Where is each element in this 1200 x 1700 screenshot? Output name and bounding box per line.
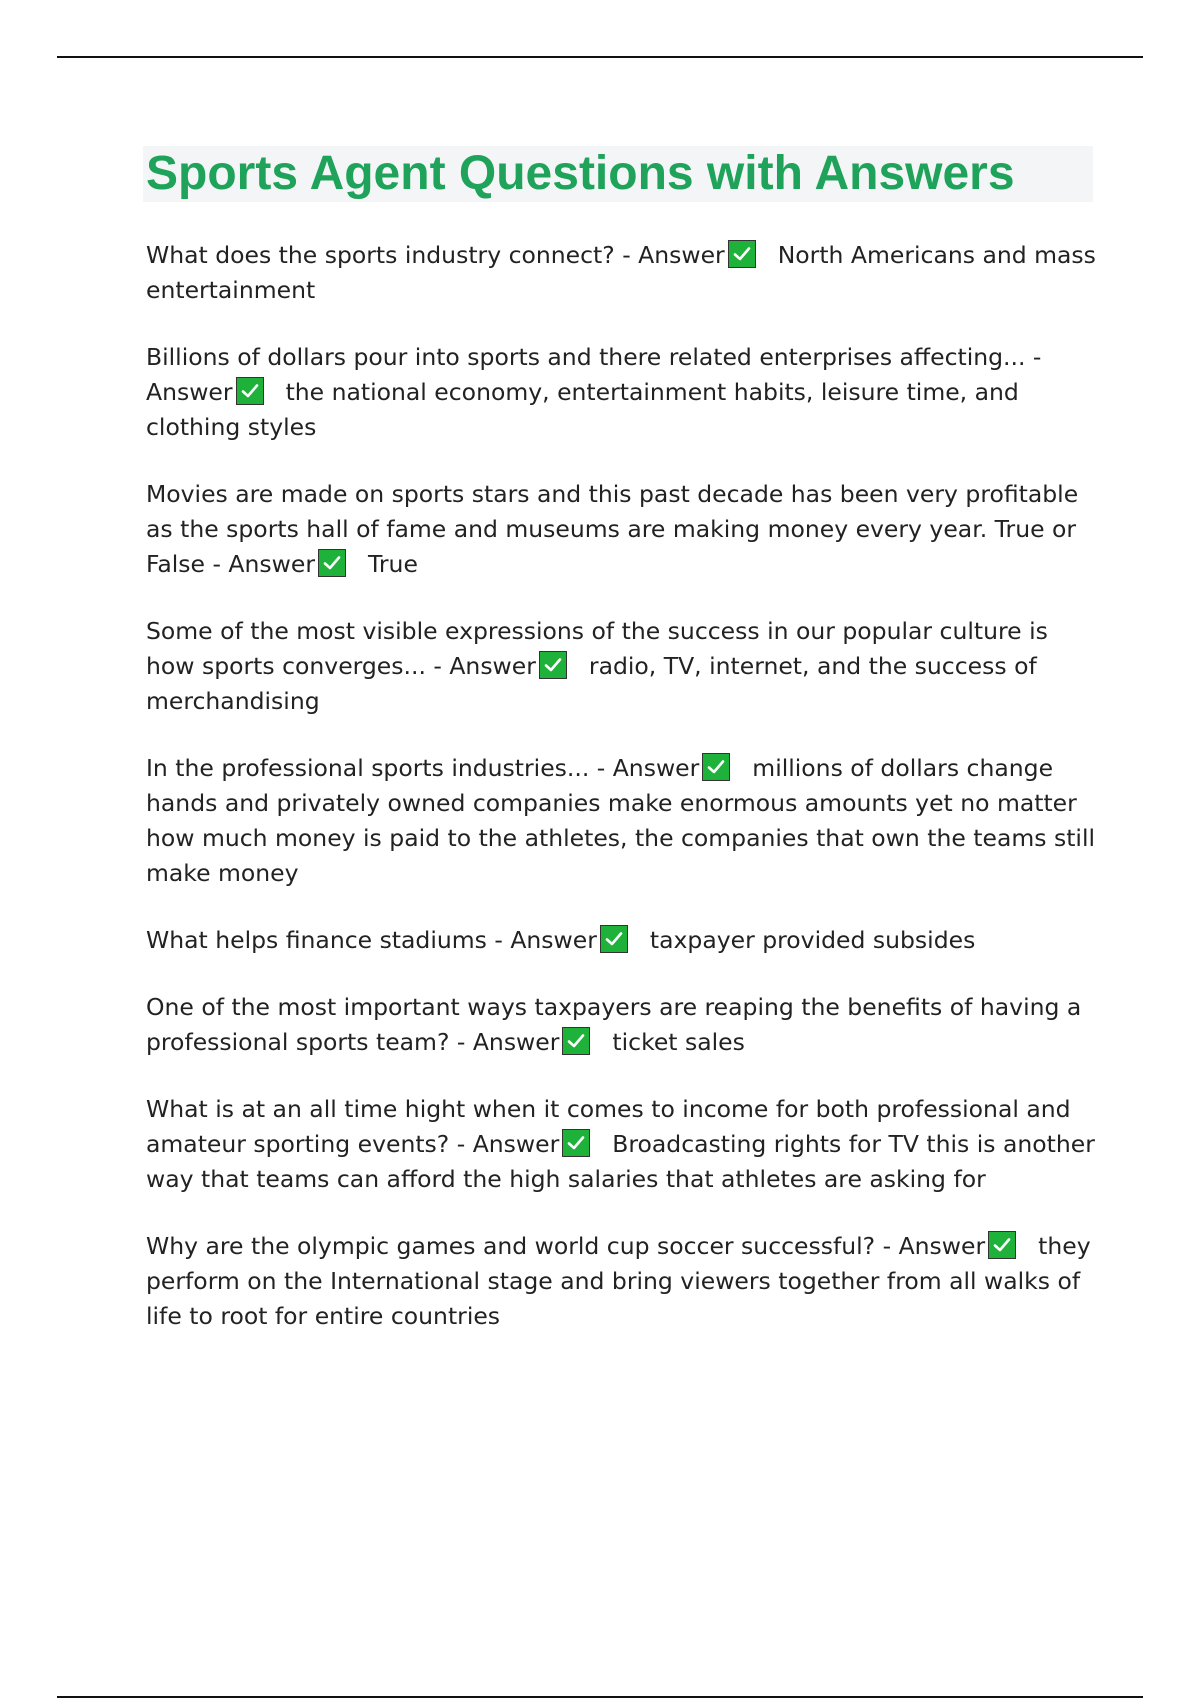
qa-item bbox=[146, 923, 1096, 958]
check-mark-icon bbox=[988, 1231, 1016, 1259]
qa-item bbox=[146, 614, 1096, 719]
question-text: Some of the most visible expressions of the success in our popular culture is how sports converges... - bbox=[146, 617, 1048, 680]
answer-text: they perform on the International stage and bring viewers together from all walks of life to root for entire countries bbox=[146, 1232, 1091, 1330]
answer-label: Answer bbox=[472, 1028, 560, 1056]
answer-text: radio, TV, internet, and the success of merchandising bbox=[146, 652, 1037, 715]
check-mark-icon bbox=[562, 1027, 590, 1055]
question-text: Movies are made on sports stars and this past decade has been very profitable as the sports hall of fame and museums are making money every year. True or False - bbox=[146, 480, 1079, 578]
answer-label: Answer bbox=[228, 550, 315, 578]
qa-item bbox=[146, 238, 1096, 308]
question-text: What is at an all time hight when it comes to income for both professional and amateur sporting events? - bbox=[146, 1095, 1071, 1158]
answer-text: True bbox=[367, 550, 418, 578]
question-text: What does the sports industry connect? - bbox=[146, 241, 639, 269]
qa-item bbox=[146, 1092, 1096, 1197]
qa-item bbox=[146, 990, 1096, 1060]
qa-item bbox=[146, 1229, 1096, 1334]
answer-label: Answer bbox=[472, 1130, 560, 1158]
check-mark-icon bbox=[600, 925, 628, 953]
answer-text: the national economy, entertainment habits, leisure time, and clothing styles bbox=[146, 378, 1019, 441]
check-mark-icon bbox=[562, 1129, 590, 1157]
question-text: Billions of dollars pour into sports and there related enterprises affecting... - bbox=[146, 343, 1042, 371]
answer-label: Answer bbox=[146, 378, 233, 406]
answer-label: Answer bbox=[612, 754, 700, 782]
answer-text: taxpayer provided subsides bbox=[649, 926, 976, 954]
answer-label: Answer bbox=[510, 926, 597, 954]
question-text: One of the most important ways taxpayers are reaping the benefits of having a professional sports team? - bbox=[146, 993, 1082, 1056]
answer-text: ticket sales bbox=[612, 1028, 745, 1056]
page-title: Sports Agent Questions with Answers bbox=[146, 147, 1015, 200]
answer-label: Answer bbox=[898, 1232, 986, 1260]
question-text: What helps finance stadiums - bbox=[146, 926, 511, 954]
answer-label: Answer bbox=[638, 241, 725, 269]
check-mark-icon bbox=[236, 377, 264, 405]
question-text: Why are the olympic games and world cup soccer successful? - bbox=[146, 1232, 899, 1260]
answer-text: millions of dollars change hands and privately owned companies make enormous amounts yet no matter how much money is paid to the athletes, the companies that own the teams still make money bbox=[146, 754, 1096, 887]
bottom-divider bbox=[57, 1696, 1143, 1698]
check-mark-icon bbox=[318, 549, 346, 577]
qa-item bbox=[146, 751, 1096, 891]
top-divider bbox=[57, 56, 1143, 58]
qa-item bbox=[146, 340, 1096, 445]
answer-text: North Americans and mass entertainment bbox=[146, 241, 1096, 304]
answer-text: Broadcasting rights for TV this is another way that teams can afford the high salaries that athletes are asking for bbox=[146, 1130, 1095, 1193]
qa-item bbox=[146, 477, 1096, 582]
question-text: In the professional sports industries... - bbox=[146, 754, 613, 782]
check-mark-icon bbox=[702, 753, 730, 781]
check-mark-icon bbox=[539, 651, 567, 679]
qa-list bbox=[146, 238, 1096, 1366]
answer-label: Answer bbox=[449, 652, 536, 680]
check-mark-icon bbox=[728, 240, 756, 268]
